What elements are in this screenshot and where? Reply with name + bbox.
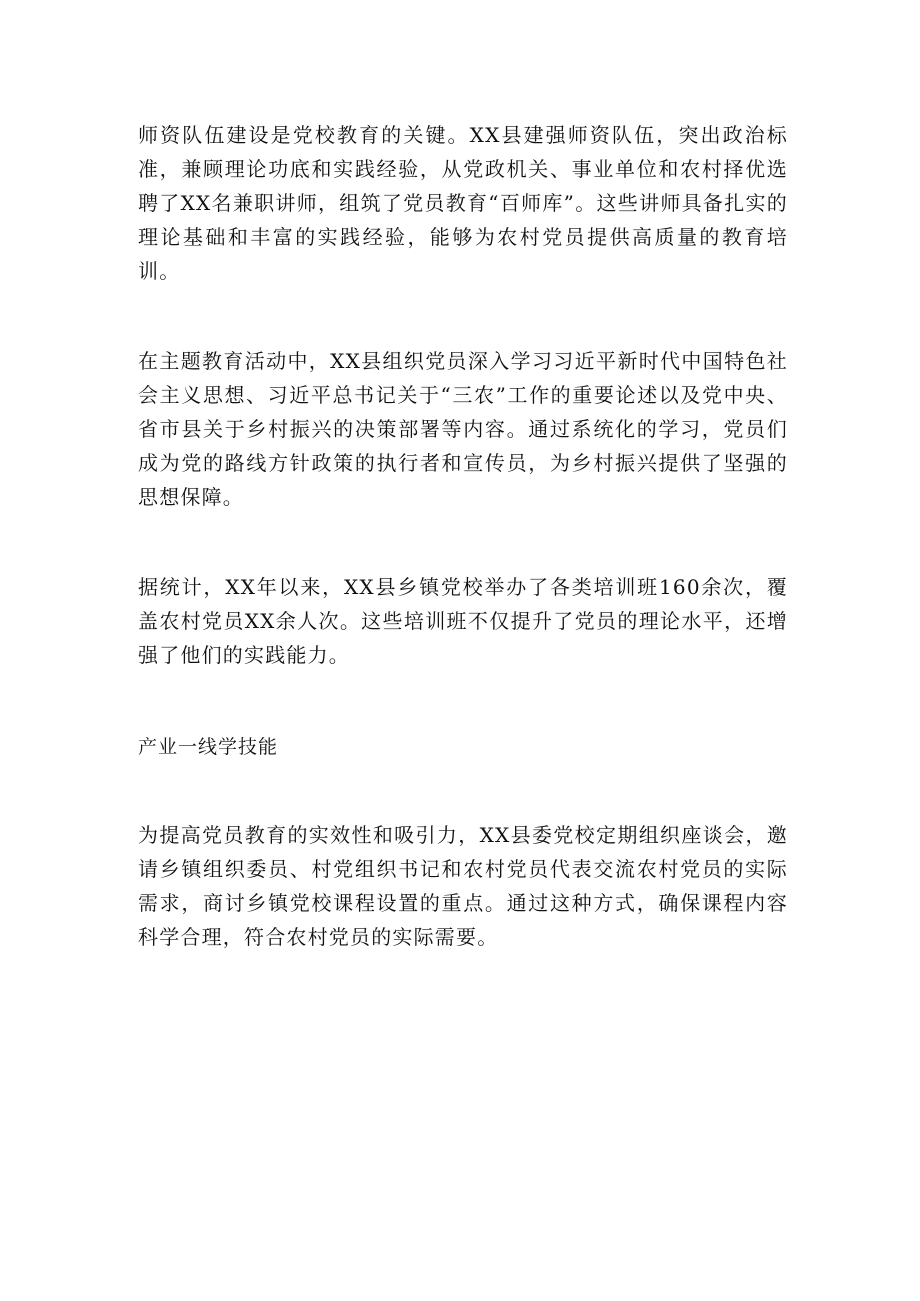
section-heading: 产业一线学技能 bbox=[138, 736, 279, 758]
document-body bbox=[138, 118, 788, 954]
paragraph-theme-education: 在主题教育活动中，XX县组织党员深入学习习近平新时代中国特色社会主义思想、习近平总书记关于“三农”工作的重要论述以及党中央、省市县关于乡村振兴的决策部署等内容。通过系统化的学习，党员们成为党的路线方针政策的执行者和宣传员，为乡村振兴提供了坚强的思想保障。 bbox=[138, 349, 788, 509]
paragraph-statistics: 据统计，XX年以来，XX县乡镇党校举办了各类培训班160余次，覆盖农村党员XX余人次。这些培训班不仅提升了党员的理论水平，还增强了他们的实践能力。 bbox=[138, 575, 788, 667]
paragraph-teacher-team: 师资队伍建设是党校教育的关键。XX县建强师资队伍，突出政治标准，兼顾理论功底和实践经验，从党政机关、事业单位和农村择优选聘了XX名兼职讲师，组筑了党员教育“百师库”。这些讲师具备扎实的理论基础和丰富的实践经验，能够为农村党员提供高质量的教育培训。 bbox=[138, 123, 788, 283]
paragraph-symposium: 为提高党员教育的实效性和吸引力，XX县委党校定期组织座谈会，邀请乡镇组织委员、村党组织书记和农村党员代表交流农村党员的实际需求，商讨乡镇党校课程设置的重点。通过这种方式，确保课程内容科学合理，符合农村党员的实际需要。 bbox=[138, 823, 788, 949]
